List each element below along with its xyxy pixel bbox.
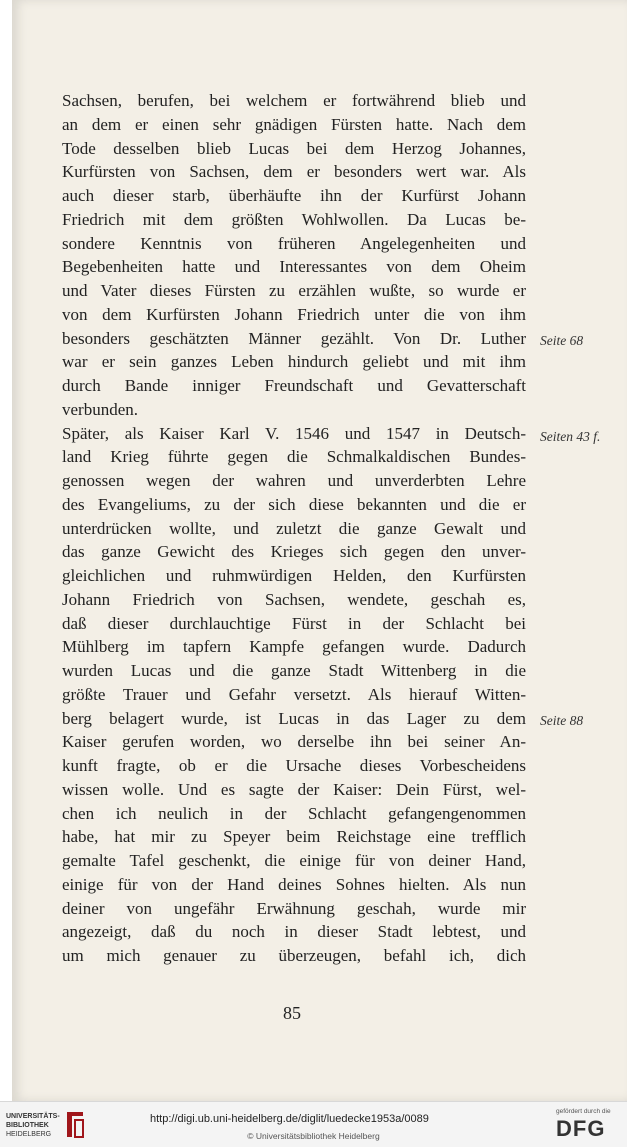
text-line: Tode desselben blieb Lucas bei dem Herzog Johannes,: [62, 138, 526, 158]
text-line: gemalte Tafel geschenkt, die einige für von deiner Hand,: [62, 851, 526, 870]
text-line: Mühlberg im tapfern Kampfe gefangen wurde. Dadurch: [62, 637, 526, 657]
page-number: 85: [283, 1003, 301, 1023]
text-line: chen ich neulich in der Schlacht gefangengenommen: [62, 803, 526, 823]
text-line: genossen wegen der wahren und unverderbten Lehre: [62, 471, 526, 490]
text-line: land Krieg führte gegen die Schmalkaldischen Bundes-: [62, 447, 526, 467]
text-line: besonders geschätzten Männer gezählt. Von Dr. Luther: [62, 328, 526, 348]
text-line: Johann Friedrich von Sachsen, wendete, geschah es,: [62, 589, 526, 609]
text-line: gleichlichen und ruhmwürdigen Helden, den Kurfürsten: [62, 566, 526, 585]
text-line: auch dieser starb, überhäufte ihn der Kurfürst Johann: [62, 186, 526, 205]
text-line: wissen wolle. Und es sagte der Kaiser: Dein Fürst, wel-: [62, 779, 526, 799]
text-line: durch Bande inniger Freundschaft und Gevatterschaft: [62, 376, 526, 395]
text-line: des Evangeliums, zu der sich diese bekannten und die er: [62, 494, 526, 514]
logo-line: BIBLIOTHEK: [6, 1122, 49, 1129]
text-line: um mich genauer zu überzeugen, befahl ich, dich: [62, 946, 526, 965]
text-line: einige für von der Hand deines Sohnes hielten. Als nun: [62, 874, 526, 894]
text-line: Kaiser gerufen worden, wo derselbe ihn bei seiner An-: [62, 732, 526, 752]
copyright-text: © Universitätsbibliothek Heidelberg: [247, 1131, 380, 1141]
text-line: daß dieser durchlauchtige Fürst in der Schlacht bei: [62, 613, 526, 633]
logo-line: UNIVERSITÄTS-: [6, 1113, 60, 1120]
body-text: [62, 89, 526, 968]
text-line: deiner von ungefähr Erwähnung geschah, wurde mir: [62, 898, 526, 918]
text-line: kunft fragte, ob er die Ursache dieses Vorbescheidens: [62, 756, 526, 775]
dfg-logo: DFG: [556, 1116, 606, 1141]
text-line: an dem er einen sehr gnädigen Fürsten hatte. Nach dem: [62, 114, 526, 134]
text-line: wurden Lucas und die ganze Stadt Wittenberg in die: [62, 661, 526, 680]
text-line: das ganze Gewicht des Krieges sich gegen den unver-: [62, 542, 526, 562]
text-line: sondere Kenntnis von früheren Angelegenheiten und: [62, 233, 526, 253]
footer-bar: [0, 1101, 627, 1147]
text-line: Friedrich mit dem größten Wohlwollen. Da Lucas be-: [62, 209, 526, 229]
text-line: von dem Kurfürsten Johann Friedrich unter die von ihm: [62, 304, 526, 324]
text-line: angezeigt, daß du noch in dieser Stadt lebtest, und: [62, 922, 526, 942]
margin-note-seite-88: Seite 88: [540, 713, 584, 728]
text-line: war er sein ganzes Leben hindurch geliebt und mit ihm: [62, 352, 526, 372]
margin-note-seite-68: Seite 68: [540, 333, 584, 348]
book-page: [12, 0, 627, 1101]
text-line: unterdrücken wollte, und zuletzt die ganze Gewalt und: [62, 518, 526, 538]
text-line: Sachsen, berufen, bei welchem er fortwährend blieb und: [62, 91, 526, 110]
text-line: berg belagert wurde, ist Lucas in das Lager zu dem: [62, 708, 526, 728]
text-line: Später, als Kaiser Karl V. 1546 und 1547 in Deutsch-: [62, 423, 526, 443]
dfg-caption: gefördert durch die: [556, 1108, 611, 1115]
text-line: größte Trauer und Gefahr versetzt. Als hierauf Witten-: [62, 684, 526, 704]
text-line: verbunden.: [62, 399, 139, 419]
permalink-link[interactable]: http://digi.ub.uni-heidelberg.de/diglit/luedecke1953a/0089: [150, 1113, 429, 1125]
margin-note-seiten-43f: Seiten 43 f.: [540, 429, 601, 444]
text-line: Kurfürsten von Sachsen, dem er besonders wert war. Als: [62, 162, 526, 182]
text-line: Begebenheiten hatte und Interessantes von dem Oheim: [62, 257, 526, 277]
text-line: habe, hat mir zu Speyer beim Reichstage eine trefflich: [62, 827, 526, 847]
logo-line: HEIDELBERG: [6, 1131, 52, 1138]
text-line: und Vater dieses Fürsten zu erzählen wußte, so wurde er: [62, 281, 526, 300]
